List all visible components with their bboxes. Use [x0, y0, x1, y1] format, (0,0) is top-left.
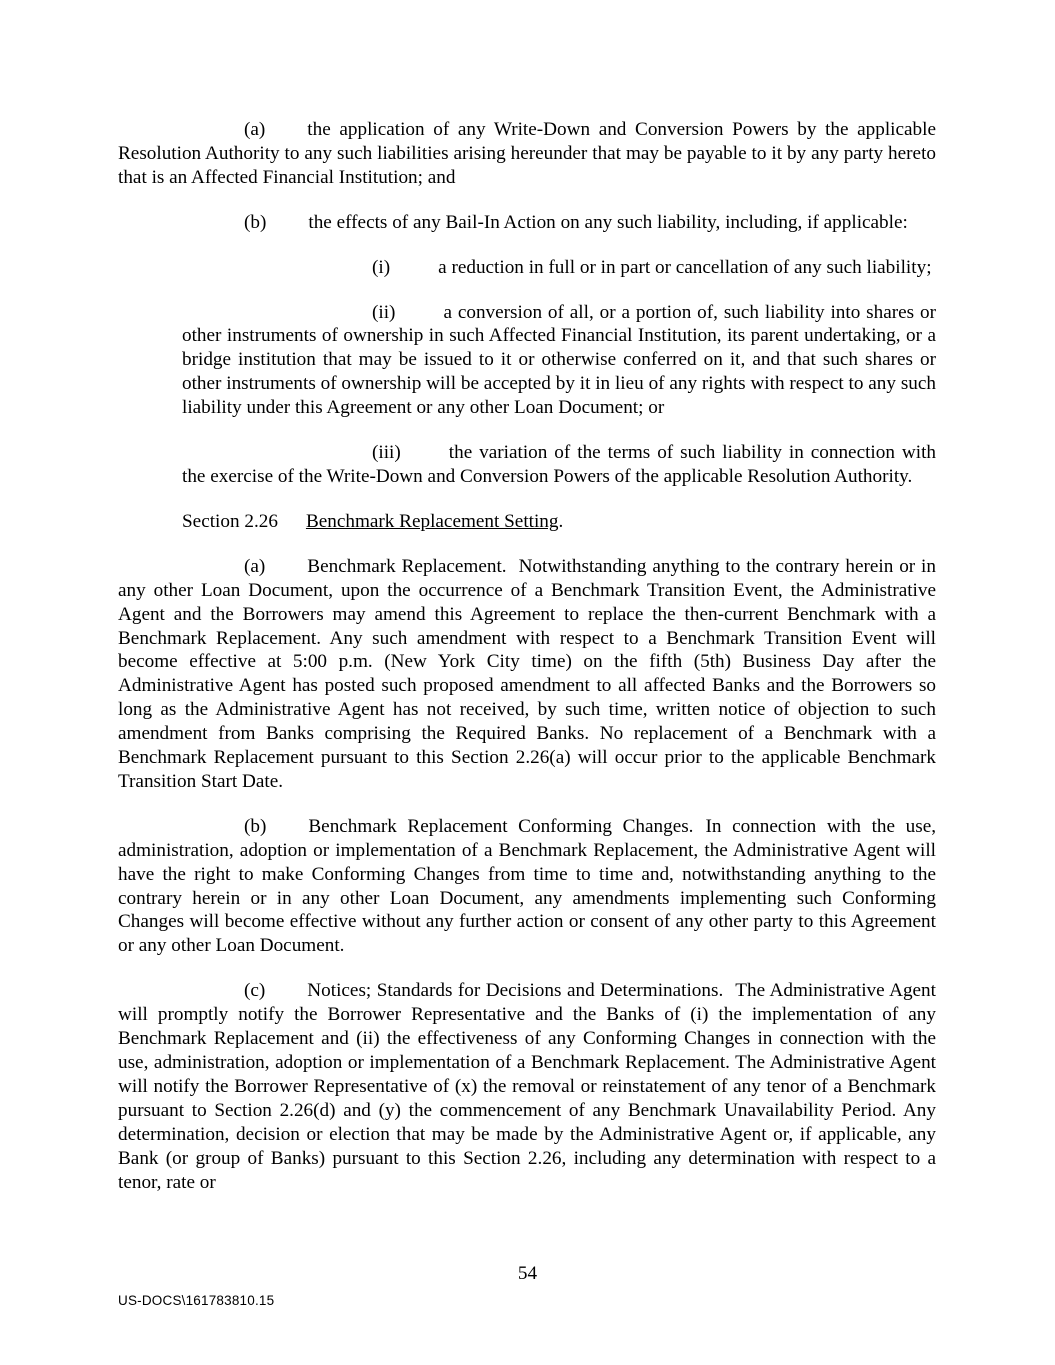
paragraph-label: (c) — [244, 980, 266, 1002]
paragraph-label: (iii) — [372, 442, 401, 464]
paragraph-a-benchmark — [118, 555, 936, 794]
paragraph-heading: Benchmark Replacement Conforming Changes. — [308, 815, 694, 837]
document-id-footer: US-DOCS\161783810.15 — [118, 1293, 275, 1308]
paragraph-text: The Administrative Agent will promptly notify the Borrower Representative and the Banks of (i) the implementation of any Benchmark Replacement and (ii) the effectiveness of any Conforming Changes in connection with the use, administration, adoption or implementation of a Benchmark Replacement. The Administrative Agent will notify the Borrower Representative of (x) the removal or reinstatement of any tenor of a Benchmark pursuant to Section 2.26(d) and (y) the commencement of any Benchmark Unavailability Period. Any determination, decision or election that may be made by the Administrative Agent or, if applicable, any Bank (or group of Banks) pursuant to this Section 2.26, including any determination with respect to a tenor, rate or — [118, 980, 936, 1193]
paragraph-b-benchmark — [118, 815, 936, 958]
paragraph-heading: Notices; Standards for Decisions and Determinations. — [307, 980, 724, 1002]
paragraph-text: a reduction in full or in part or cancellation of any such liability; — [438, 256, 932, 278]
section-heading — [118, 510, 936, 534]
section-period: . — [558, 510, 564, 532]
paragraph-i-item — [182, 256, 936, 280]
paragraph-ii-item — [182, 301, 936, 421]
section-number: Section 2.26 — [182, 510, 278, 532]
paragraph-heading: Benchmark Replacement. — [307, 555, 507, 577]
paragraph-iii-item — [182, 441, 936, 489]
paragraph-text: the variation of the terms of such liability in connection with the exercise of the Write-Down and Conversion Powers of the applicable Resolution Authority. — [182, 442, 936, 487]
paragraph-text: a conversion of all, or a portion of, such liability into shares or other instruments of ownership in such Affected Financial Institution, its parent undertaking, or a bridge institution that may be issued to it or otherwise conferred on it, and that such shares or other instruments of ownership will be accepted by it in lieu of any rights with respect to any such liability under this Agreement or any other Loan Document; or — [182, 301, 936, 419]
paragraph-text: the effects of any Bail-In Action on any such liability, including, if applicable: — [308, 211, 908, 233]
paragraph-a-bail-in — [118, 118, 936, 190]
paragraph-text: the application of any Write-Down and Conversion Powers by the applicable Resolution Authority to any such liabilities arising hereunder that may be payable to it by any party hereto that is an Affected Financial Institution; and — [118, 119, 936, 188]
page-number: 54 — [517, 1263, 538, 1284]
paragraph-label: (b) — [244, 211, 267, 233]
paragraph-c-benchmark — [118, 979, 936, 1194]
paragraph-label: (a) — [244, 119, 266, 140]
paragraph-label: (i) — [372, 256, 391, 278]
paragraph-label: (a) — [244, 555, 266, 577]
paragraph-b-bail-in — [118, 211, 936, 235]
paragraph-text: In connection with the use, administration, adoption or implementation of a Benchmark Replacement, the Administrative Agent will have the right to make Conforming Changes from time to time and, notwithstanding anything to the contrary herein or in any other Loan Document, any amendments implementing such Conforming Changes will become effective without any further action or consent of any other party to this Agreement or any other Loan Document. — [118, 815, 937, 957]
page-body — [118, 118, 936, 1194]
paragraph-label: (ii) — [372, 301, 396, 323]
section-title: Benchmark Replacement Setting — [305, 510, 559, 532]
paragraph-label: (b) — [244, 815, 267, 837]
paragraph-text: Notwithstanding anything to the contrary herein or in any other Loan Document, upon the occurrence of a Benchmark Transition Event, the Administrative Agent and the Borrowers may amend this Agreement to replace the then-current Benchmark with a Benchmark Replacement. Any such amendment with respect to a Benchmark Transition Event will become effective at 5:00 p.m. (New York City time) on the fifth (5th) Business Day after the Administrative Agent has posted such proposed amendment to all affected Banks and the Borrowers so long as the Administrative Agent has not received, by such time, written notice of objection to such amendment from Banks comprising the Required Banks. No replacement of a Benchmark with a Benchmark Replacement pursuant to this Section 2.26(a) will occur prior to the applicable Benchmark Transition Start Date. — [118, 555, 936, 792]
